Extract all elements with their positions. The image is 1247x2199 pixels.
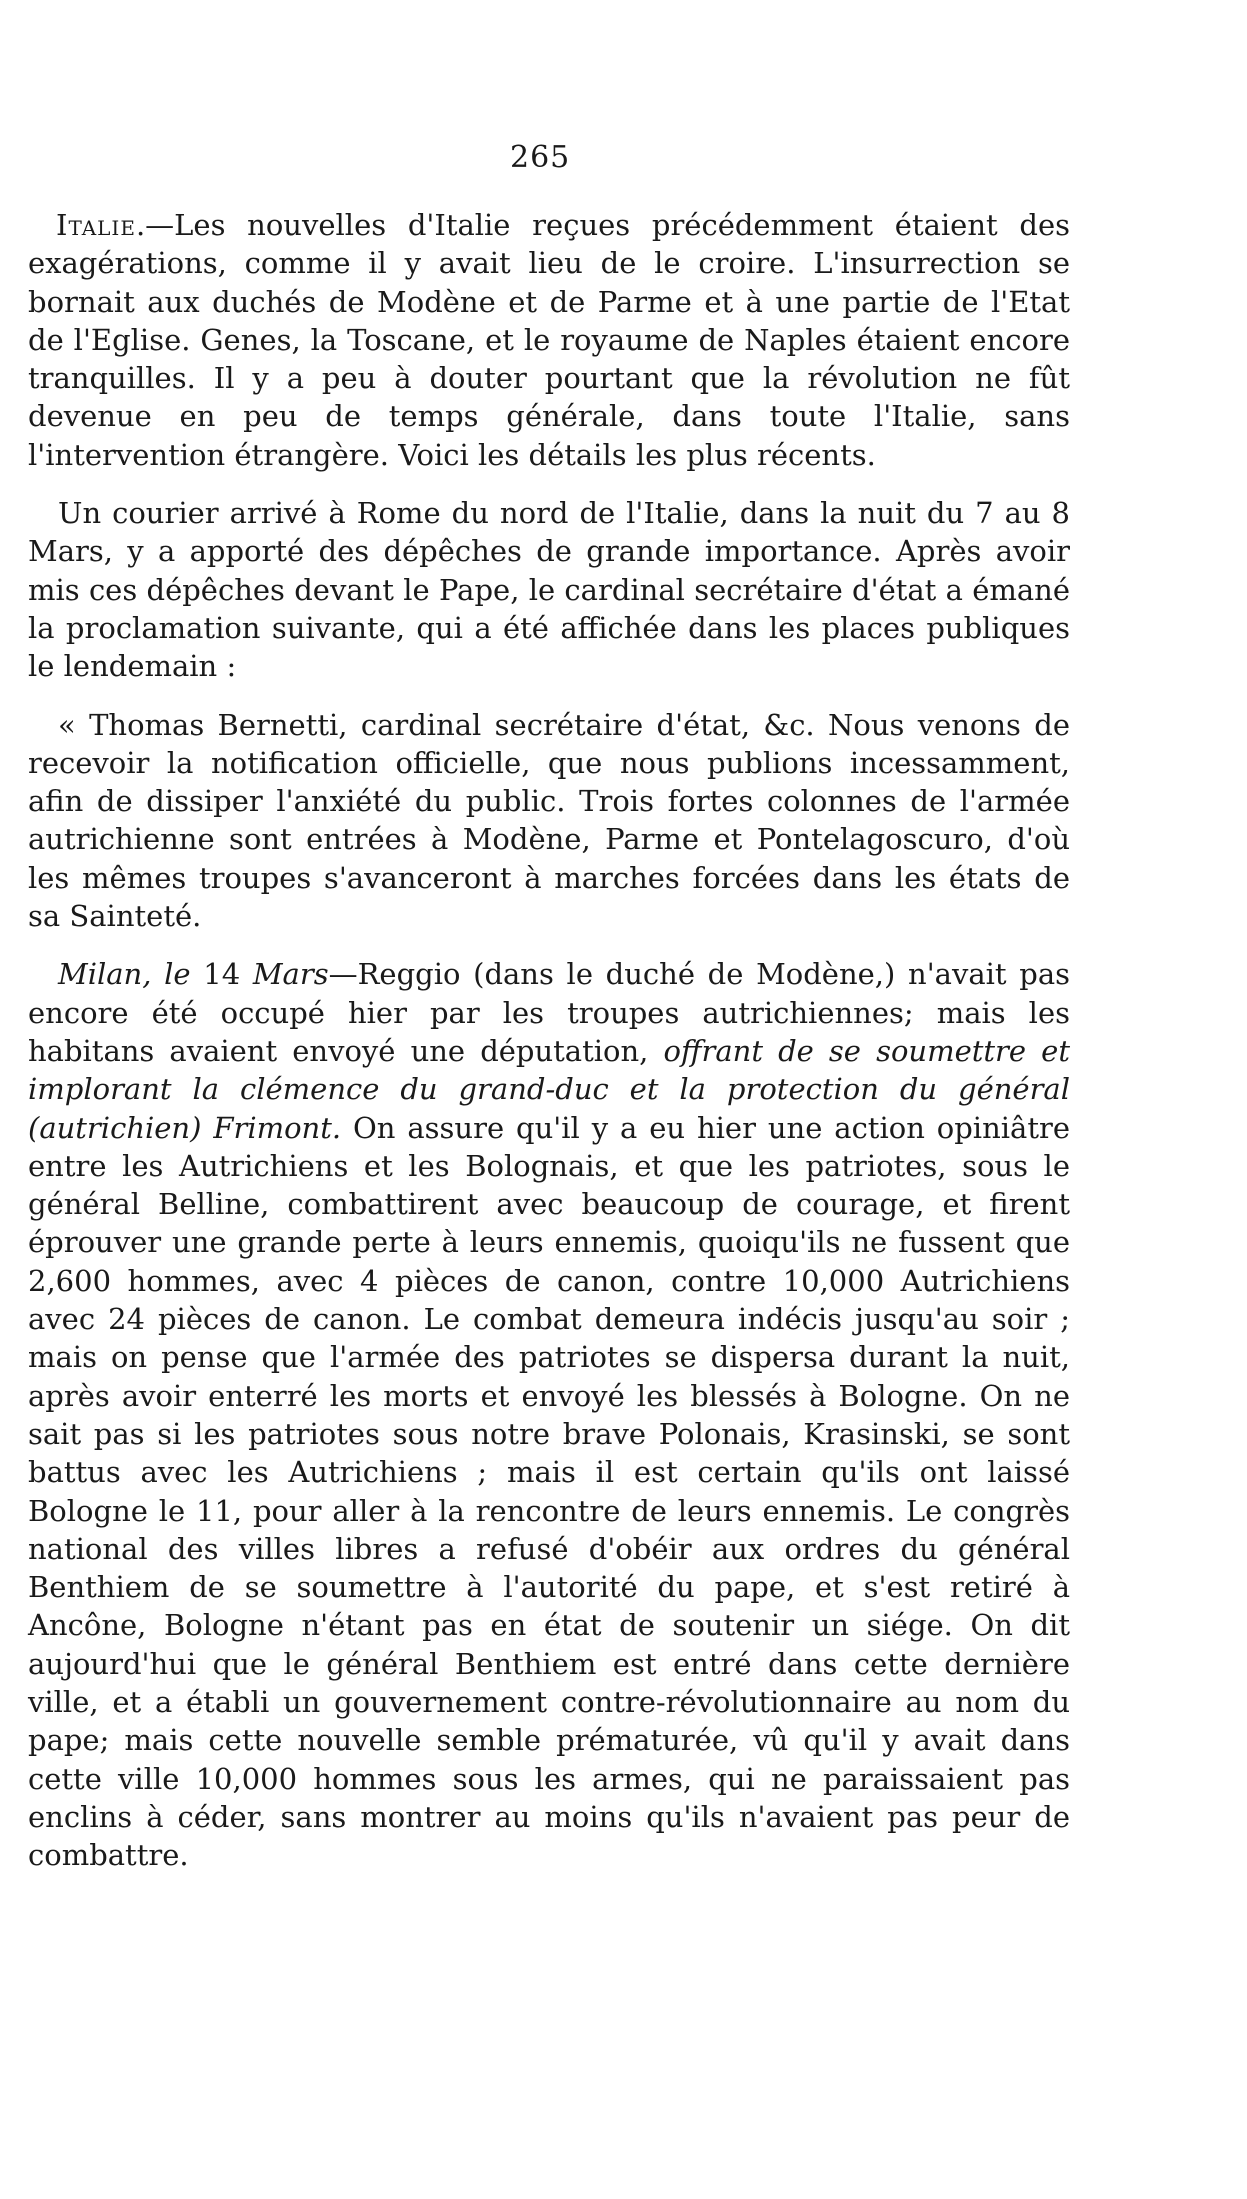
paragraph-italic-text: offrant de se soumettre et implorant la clémence du grand-duc et la protection du général (autrichien) Frimont.: [28, 1033, 1070, 1145]
dateline-day: 14: [190, 957, 253, 992]
page-number: 265: [510, 140, 571, 175]
paragraph-proclamation: [28, 706, 1070, 936]
section-lead: Italie: [56, 208, 136, 242]
dateline-month: Mars: [252, 957, 329, 992]
paragraph-courier: [28, 494, 1070, 685]
paragraph-milan: [28, 955, 1070, 1874]
paragraph-text: « Thomas Bernetti, cardinal secrétaire d'état, &c. Nous venons de recevoir la notification officielle, que nous publions incessamment, afin de dissiper l'anxiété du public. Trois fortes colonnes de l'armée autrichienne sont entrées à Modène, Parme et Pontelagoscuro, d'où les mêmes troupes s'avanceront à marches forcées dans les états de sa Sainteté.: [28, 707, 1070, 934]
paragraph-italie: [28, 206, 1070, 474]
paragraph-text: Un courier arrivé à Rome du nord de l'Italie, dans la nuit du 7 au 8 Mars, y a apporté des dépêches de grande importance. Après avoir mis ces dépêches devant le Pape, le cardinal secrétaire d'état a émané la proclamation suivante, qui a été affichée dans les places publiques le lendemain :: [28, 496, 1070, 684]
page-body: [28, 206, 1070, 1894]
paragraph-text: .—Les nouvelles d'Italie reçues précédemment étaient des exagérations, comme il y avait lieu de le croire. L'insurrection se bornait aux duchés de Modène et de Parme et à une partie de l'Etat de l'Eglise. Genes, la Toscane, et le royaume de Naples étaient encore tranquilles. Il y a peu à douter pourtant que la révolution ne fût devenue en peu de temps générale, dans toute l'Italie, sans l'intervention étrangère. Voici les détails les plus récents.: [28, 208, 1070, 472]
dateline-city: Milan, le: [58, 957, 191, 992]
paragraph-text: —Reggio (dans le duché de Modène,) n'avait pas encore été occupé hier par les troupes autrichiennes; mais les habitans avaient envoyé une députation,: [28, 957, 1070, 1068]
paragraph-text: On assure qu'il y a eu hier une action opiniâtre entre les Autrichiens et les Bolognais, et que les patriotes, sous le général Belline, combattirent avec beaucoup de courage, et firent éprouver une grande perte à leurs ennemis, quoiqu'ils ne fussent que 2,600 hommes, avec 4 pièces de canon, contre 10,000 Autrichiens avec 24 pièces de canon. Le combat demeura indécis jusqu'au soir ; mais on pense que l'armée des patriotes se dispersa durant la nuit, après avoir enterré les morts et envoyé les blessés à Bologne. On ne sait pas si les patriotes sous notre brave Polonais, Krasinski, se sont battus avec les Autrichiens ; mais il est certain qu'ils ont laissé Bologne le 11, pour aller à la rencontre de leurs ennemis. Le congrès national des villes libres a refusé d'obéir aux ordres du général Benthiem de se soumettre à l'autorité du pape, et s'est retiré à Ancône, Bologne n'étant pas en état de soutenir un siége. On dit aujourd'hui que le général Benthiem est entré dans cette dernière ville, et a établi un gouvernement contre-révolutionnaire au nom du pape; mais cette nouvelle semble prématurée, vû qu'il y avait dans cette ville 10,000 hommes sous les armes, qui ne paraissaient pas enclins à céder, sans montrer au moins qu'ils n'avaient pas peur de combattre.: [28, 1110, 1071, 1873]
